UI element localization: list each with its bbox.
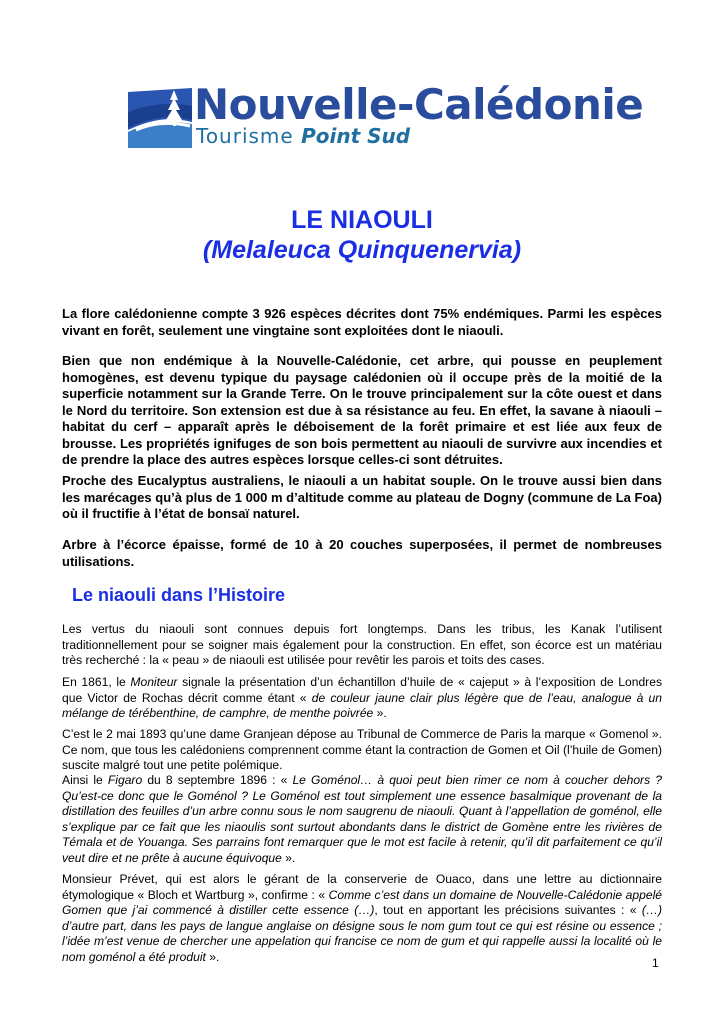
history-paragraph-3: C’est le 2 mai 1893 qu’une dame Granjean dépose au Tribunal de Commerce de Paris la marque « Gomenol ». Ce nom, que tous les calédoniens comprennent comme étant la contraction de Gomen et Oil (l’huile de Gomen) suscite malgré tout une petite polémique. (62, 727, 662, 772)
logo-sub-italic: Point Sud (301, 124, 411, 148)
intro-paragraph-3: Proche des Eucalyptus australiens, le niaouli a un habitat souple. On le trouve aussi bien dans les marécages qu’à plus de 1 000 m d’altitude comme au plateau de Dogny (commune de La Foa) où il fructifie à l’état de bonsaï naturel. (62, 473, 662, 521)
quote: Comme c’est dans un domaine de Nouvelle-Calédonie appelé Gomen que j’ai commencé à distiller cette essence (…) (62, 887, 662, 917)
text-run: Ainsi le (62, 773, 108, 787)
history-paragraph-4 (62, 773, 662, 866)
intro-paragraph-1: La flore calédonienne compte 3 926 espèces décrites dont 75% endémiques. Parmi les espèces vivant en forêt, seulement une vingtaine sont exploitées dont le niaouli. (62, 306, 662, 338)
logo (128, 80, 644, 150)
newspaper-name: Figaro (107, 773, 143, 787)
text-run: , tout en apportant les précisions suivantes : « (374, 903, 642, 917)
section-heading: Le niaouli dans l’Histoire (72, 585, 286, 605)
text-run: ». (281, 850, 296, 865)
page-title: LE NIAOULI (291, 206, 433, 234)
logo-title: Nouvelle-Calédonie (194, 80, 644, 129)
newspaper-name: Moniteur (130, 675, 178, 689)
intro-paragraph-2: Bien que non endémique à la Nouvelle-Calédonie, cet arbre, qui pousse en peuplement homogènes, est devenu typique du paysage calédonien où il occupe près de la moitié de la superficie notamment sur la Grande Terre. On le trouve principalement sur la côte ouest et dans le Nord du territoire. Son extension est due à sa résistance au feu. En effet, la savane à niaouli – habitat du cerf – apparaît après le déboisement de la forêt primaire et est liée aux feux de brousse. Les propriétés ignifuges de son bois permettent au niaouli de survivre aux incendies et de prendre la place des autres espèces lorsque celles-ci sont détruites. (62, 353, 662, 467)
quote: Le Goménol… à quoi peut bien rimer ce nom à coucher dehors ? Qu’est-ce donc que le Goménol ? Le Goménol est tout simplement une essence basalmique provenant de la distillation des feuilles d’un arbre connu sous le nom saugrenu de niaouli. Quant à l’appellation de goménol, elle s’explique par ce fait que les niaoulis sont surtout abondants dans le district de Gomène entre les rivières de Témala et de Youanga. Ses parrains font remarquer que le mot est facile à retenir, qu’il dit parfaitement ce qu’il veut dire et ne prête à aucune équivoque (62, 773, 662, 865)
text-run: En 1861, le (62, 675, 131, 689)
quote: de couleur jaune clair plus légère que de l’eau, analogue à un mélange de térébenthine, de camphre, de menthe poivrée (62, 690, 662, 720)
intro-paragraph-4: Arbre à l’écorce épaisse, formé de 10 à 20 couches superposées, il permet de nombreuses utilisations. (62, 537, 662, 569)
quote: (…) d’autre part, dans les pays de langue anglaise on désigne sous le nom gum tout ce qui est résine ou essence ; l’idée m’est venue de chercher une appelation qui francise ce nom de gum et qui rappelle aussi la localité où le nom goménol a été produit (62, 903, 662, 964)
history-paragraph-2 (62, 675, 662, 722)
logo-mark-icon (128, 86, 192, 148)
logo-sub-plain: Tourisme (196, 124, 294, 148)
text-run: ». (205, 949, 220, 964)
text-run: ». (373, 706, 387, 720)
history-paragraph-5 (62, 872, 662, 965)
logo-subtitle (196, 124, 410, 148)
text-run: signale la présentation d’un échantillon d’huile de « cajeput » à l’exposition de Londres que Victor de Rochas décrit comme étant « (62, 675, 662, 705)
text-run: du 8 septembre 1896 : « (142, 773, 293, 787)
page-subtitle: (Melaleuca Quinquenervia) (202, 236, 522, 264)
text-run: Monsieur Prévet, qui est alors le gérant de la conserverie de Ouaco, dans une lettre au dictionnaire étymologique « Bloch et Wartburg », confirme : « (62, 872, 662, 902)
history-paragraph-1: Les vertus du niaouli sont connues depuis fort longtemps. Dans les tribus, les Kanak l’utilisent traditionnellement pour se soigner mais également pour la construction. En effet, son écorce est un matériau très recherché : la « peau » de niaouli est utilisée pour revêtir les parois et toits des cases. (62, 622, 662, 667)
page-number: 1 (652, 956, 659, 970)
